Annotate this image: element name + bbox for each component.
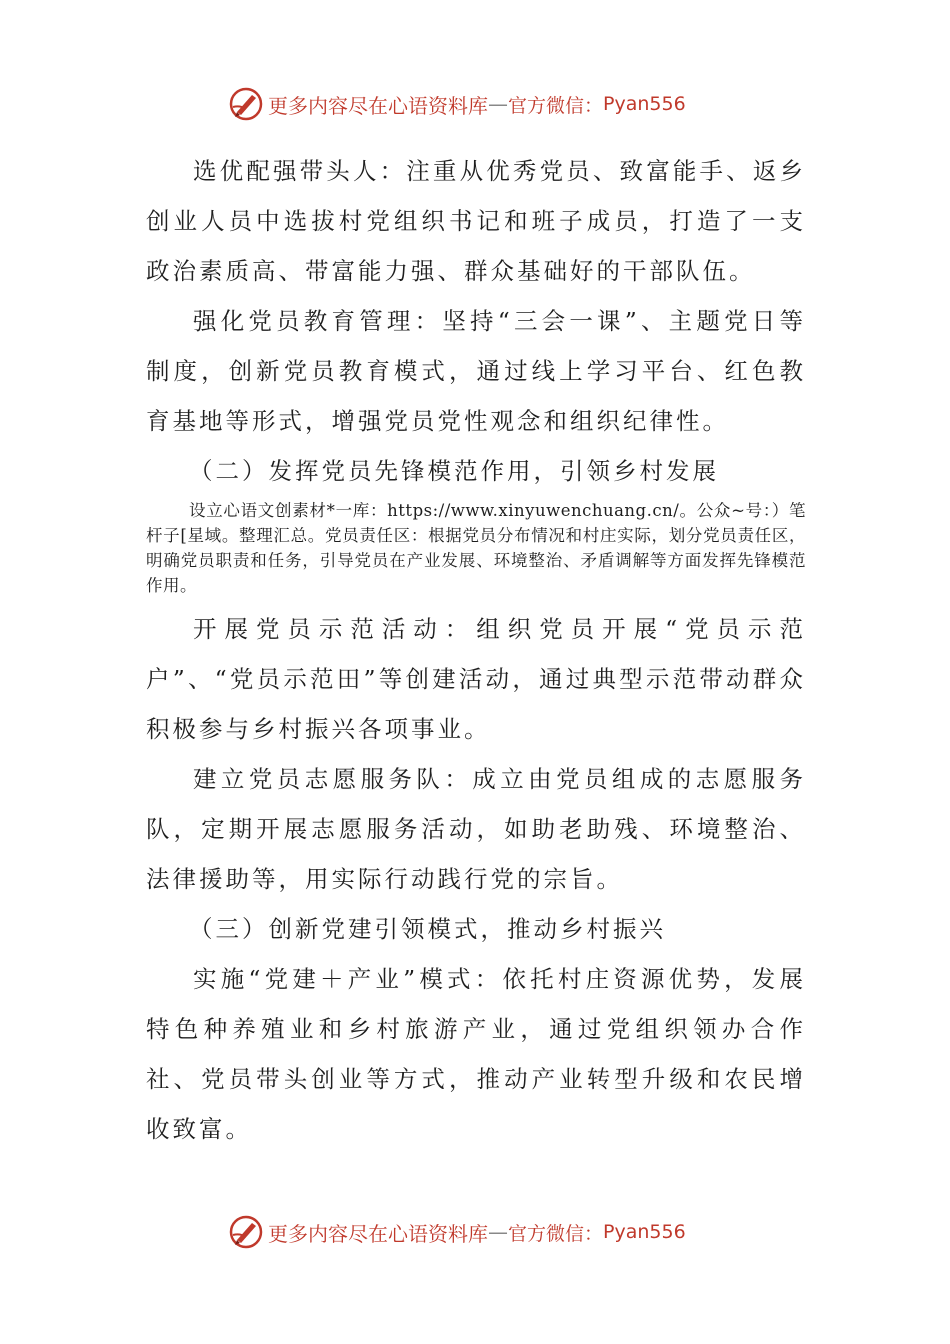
section-heading-3: （三）创新党建引领模式，推动乡村振兴 [189,915,666,943]
banner-text: 更多内容尽在心语资料库 [268,93,488,118]
banner-wechat-id: Pyan556 [603,1221,686,1243]
banner-wechat-label: 官方微信： [508,1222,604,1245]
banner-text: 更多内容尽在心语资料库 [268,1221,488,1246]
pen-logo-icon [228,1214,264,1250]
banner-dash: — [488,92,508,116]
paragraph-industry: 实施“党建＋产业”模式：依托村庄资源优势，发展特色种养殖业和乡村旅游产业，通过党组织领办合作社、党员带头创业等方式，推动产业转型升级和农民增收致富。 [146,965,806,1143]
paragraph-leaders: 选优配强带头人：注重从优秀党员、致富能手、返乡创业人员中选拔村党组织书记和班子成员，打造了一支政治素质高、带富能力强、群众基础好的干部队伍。 [146,157,806,285]
document-body [146,146,806,1154]
paragraph-education: 强化党员教育管理：坚持“三会一课”、主题党日等制度，创新党员教育模式，通过线上学习平台、红色教育基地等形式，增强党员党性观念和组织纪律性。 [146,307,806,435]
banner-wechat-id: Pyan556 [603,93,686,115]
banner-wechat-label: 官方微信： [508,94,604,117]
small-note-paragraph: 设立心语文创素材*一库：https://www.xinyuwenchuang.cn/。公众~号：）笔杆子[星域。整理汇总。党员责任区：根据党员分布情况和村庄实际，划分党员责任区，明确党员职责和任务，引导党员在产业发展、环境整治、矛盾调解等方面发挥先锋模范作用。 [146,501,806,595]
section-heading-2: （二）发挥党员先锋模范作用，引领乡村发展 [189,457,719,485]
banner-dash: — [488,1220,508,1244]
pen-logo-icon [228,86,264,122]
paragraph-demonstration: 开展党员示范活动：组织党员开展“党员示范户”、“党员示范田”等创建活动，通过典型示范带动群众积极参与乡村振兴各项事业。 [146,615,806,743]
header-banner [228,84,686,124]
paragraph-volunteers: 建立党员志愿服务队：成立由党员组成的志愿服务队，定期开展志愿服务活动，如助老助残、环境整治、法律援助等，用实际行动践行党的宗旨。 [146,765,806,893]
footer-banner [228,1212,686,1252]
